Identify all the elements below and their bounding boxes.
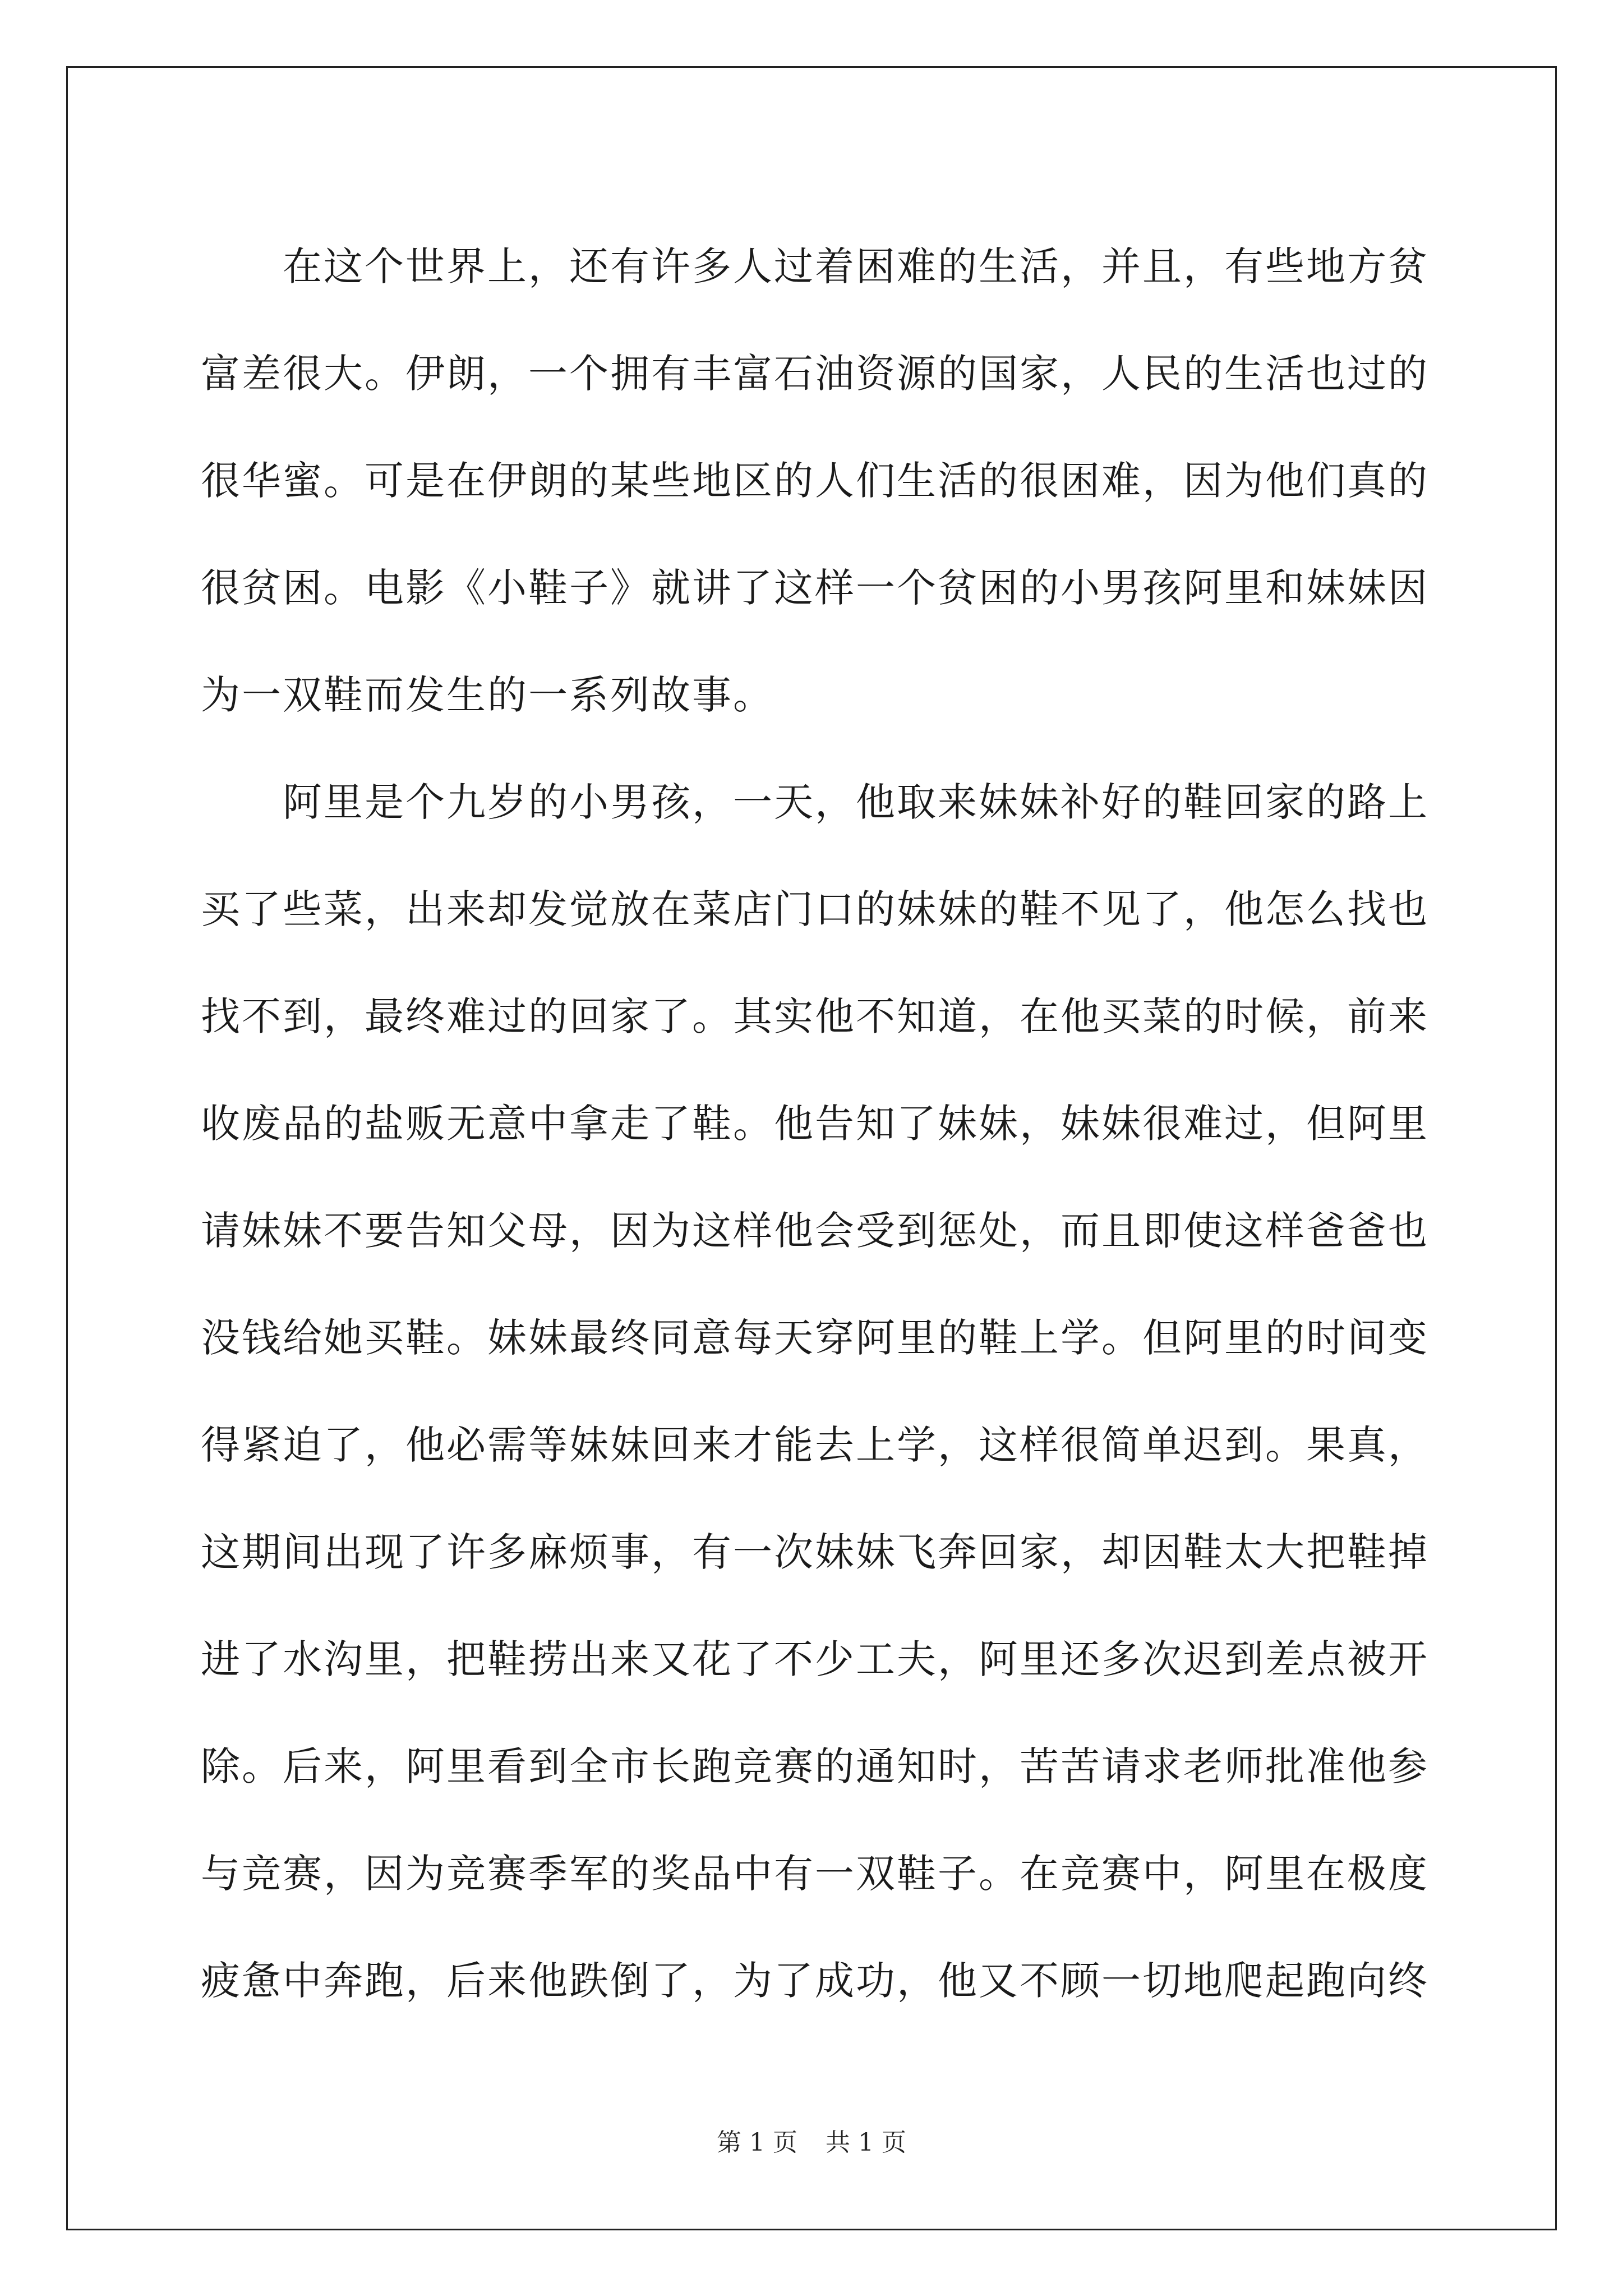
total-pages: 共 1 页 [826,2128,906,2157]
document-body [201,213,1429,2035]
paragraph-2: 阿里是个九岁的小男孩，一天，他取来妹妹补好的鞋回家的路上买了些菜，出来却发觉放在菜店门口的妹妹的鞋不见了，他怎么找也找不到，最终难过的回家了。其实他不知道，在他买菜的时候，前来收废品的盐贩无意中拿走了鞋。他告知了妹妹，妹妹很难过，但阿里请妹妹不要告知父母，因为这样他会受到惩处，而且即使这样爸爸也没钱给她买鞋。妹妹最终同意每天穿阿里的鞋上学。但阿里的时间变得紧迫了，他必需等妹妹回来才能去上学，这样很简单迟到。果真，这期间出现了许多麻烦事，有一次妹妹飞奔回家，却因鞋太大把鞋掉进了水沟里，把鞋捞出来又花了不少工夫，阿里还多次迟到差点被开除。后来，阿里看到全市长跑竞赛的通知时，苦苦请求老师批准他参与竞赛，因为竞赛季军的奖品中有一双鞋子。在竞赛中，阿里在极度疲惫中奔跑，后来他跌倒了，为了成功，他又不顾一切地爬起跑向终 [201,779,1429,2004]
page-number: 第 1 页 [717,2128,797,2157]
paragraph-1: 在这个世界上，还有许多人过着困难的生活，并且，有些地方贫富差很大。伊朗，一个拥有丰富石油资源的国家，人民的生活也过的很华蜜。可是在伊朗的某些地区的人们生活的很困难，因为他们真的很贫困。电影《小鞋子》就讲了这样一个贫困的小男孩阿里和妹妹因为一双鞋而发生的一系列故事。 [201,243,1429,718]
page-footer [0,2126,1623,2160]
